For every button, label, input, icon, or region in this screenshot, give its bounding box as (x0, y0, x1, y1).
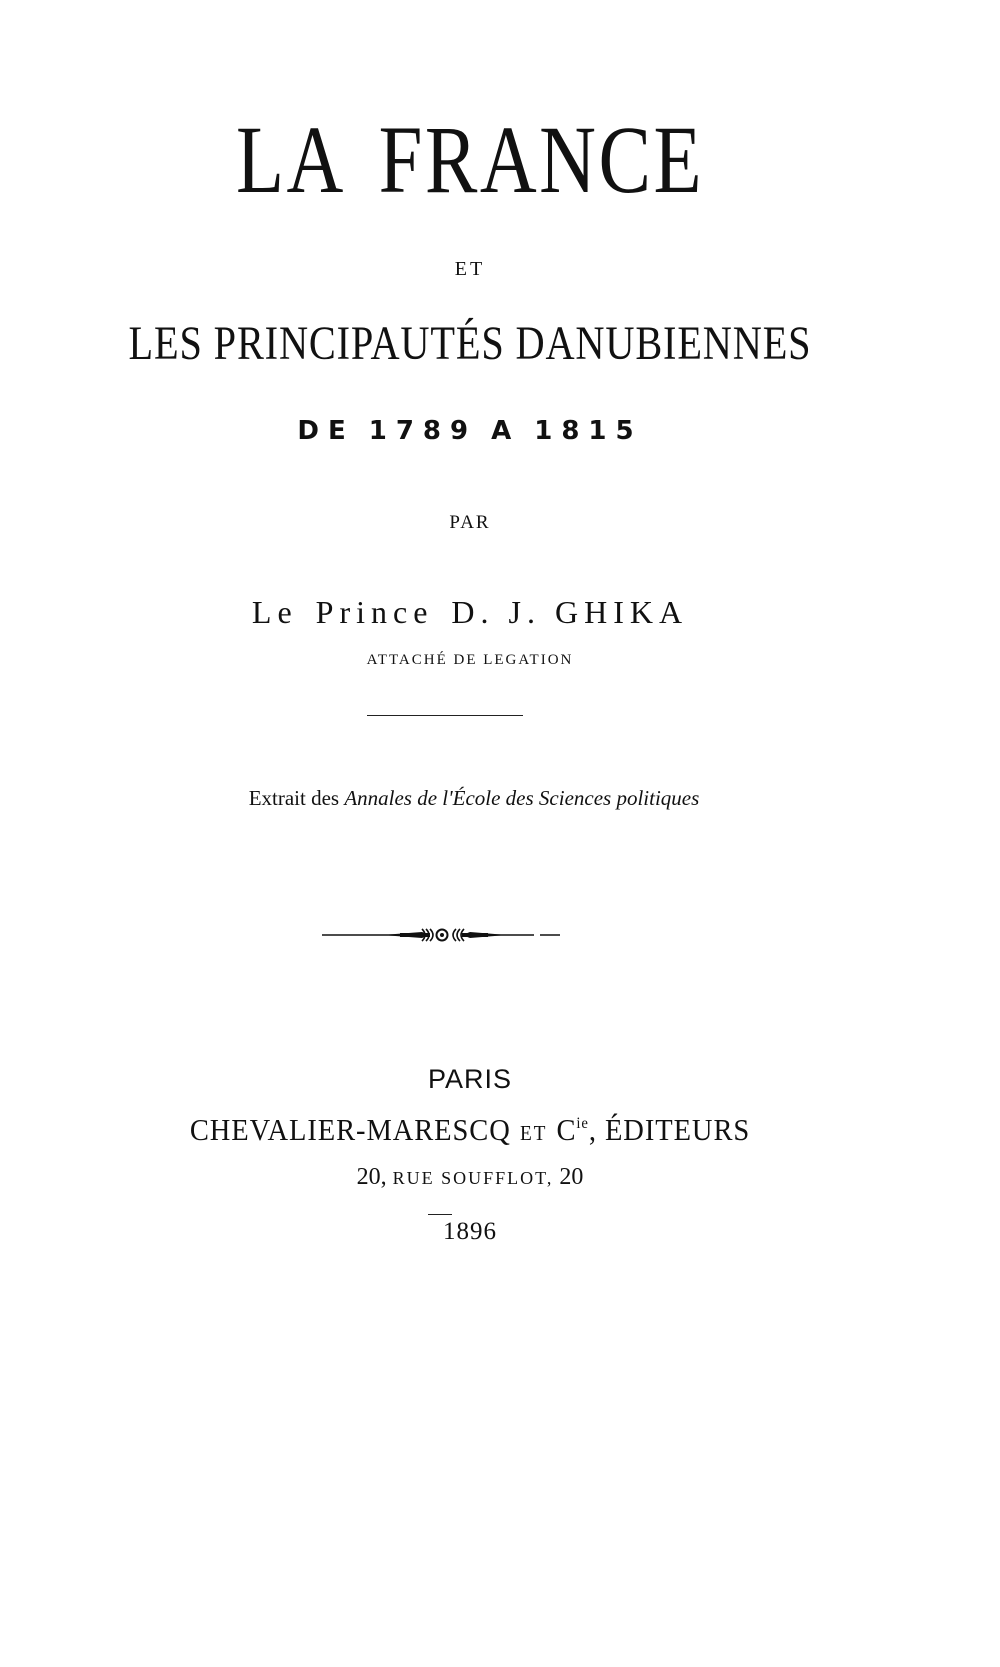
author-prince: Prince (315, 594, 434, 630)
date-a: A (491, 416, 521, 446)
title-word-la: LA (236, 106, 346, 213)
date-start: 1789 (368, 416, 478, 446)
extract-source: Annales de l'École des Sciences politiques (344, 786, 700, 810)
author-full-name: D. J. GHIKA (451, 594, 689, 630)
imprint-publisher (38, 1112, 903, 1148)
imprint-year: 1896 (443, 1218, 497, 1245)
publisher-company: C (556, 1112, 577, 1147)
extract-note (4, 786, 944, 811)
year-dash (428, 1214, 452, 1215)
date-range (0, 416, 940, 446)
by-line: PAR (449, 512, 491, 533)
date-de: DE (297, 416, 355, 446)
imprint-address (0, 1164, 940, 1191)
main-title (85, 106, 856, 213)
publisher-name: CHEVALIER-MARESCQ (189, 1112, 511, 1147)
publisher-et: ET (519, 1121, 548, 1145)
title-conjunction: ET (454, 258, 486, 280)
publisher-role: , ÉDITEURS (588, 1112, 751, 1147)
imprint-city: PARIS (427, 1064, 513, 1094)
extract-prefix: Extrait des (248, 786, 340, 810)
address-street: RUE SOUFFLOT, (392, 1168, 554, 1188)
title-word-france: FRANCE (378, 106, 704, 213)
address-number-1: 20, (356, 1164, 387, 1190)
author-name (0, 594, 940, 631)
author-le: Le (251, 594, 298, 630)
address-number-2: 20 (559, 1164, 584, 1190)
author-role: ATTACHÉ DE LEGATION (366, 652, 574, 668)
date-end: 1815 (534, 416, 643, 446)
subtitle: LES PRINCIPAUTÉS DANUBIENNES (128, 317, 812, 370)
divider-rule (367, 715, 523, 716)
ornament-divider-icon (322, 922, 562, 948)
publisher-company-sup: ie (576, 1115, 589, 1132)
